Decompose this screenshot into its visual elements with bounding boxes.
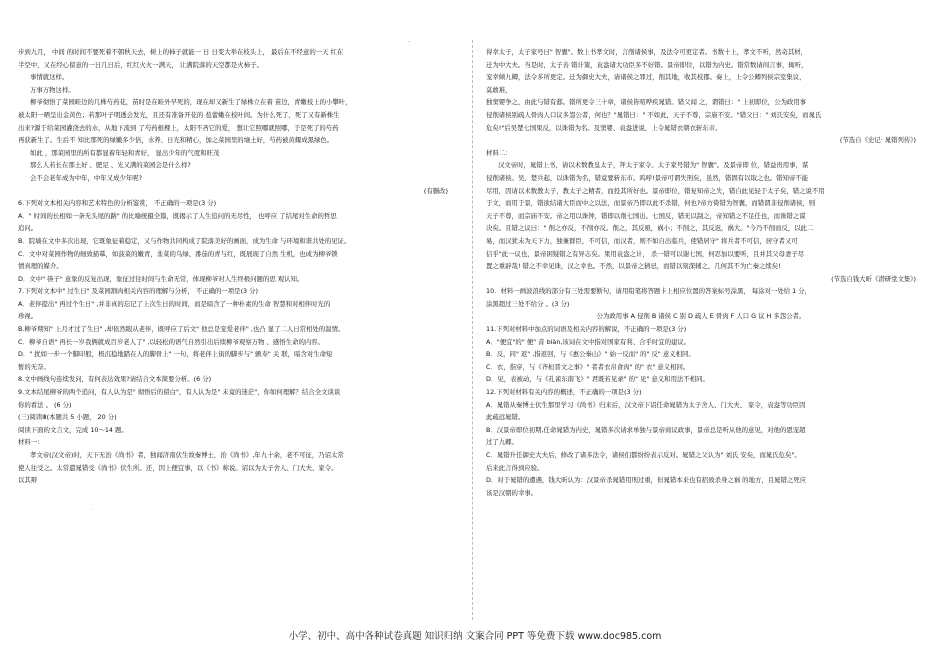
text-line: 此疏远晁错。: [486, 413, 525, 422]
text-line: 使人往受之。太常遣晁错受《尚书》伏生所。还，因上便宜事，以《书》称说。诏以为太子舍人、门大夫、家令。: [18, 463, 338, 472]
text-line: B．汉景帝即位初期,任命晁错为内史，晁错多次请求单独与景帝商议政事，景帝总是听从他的意见，对他的恩宠超: [486, 425, 806, 434]
text-line: 莫敢难，: [486, 85, 512, 94]
text-line: 暂的无奈。: [18, 362, 50, 371]
text-line: 置之重辟哉! 错之不幸见诛，汉之幸也。不然，以景帝之猜忌，而错以刻深辅之，几何其不为亡秦之续矣!: [486, 262, 781, 271]
text-line: 12.下列对材料有关内容的概述，不正确的一项是(3 分): [486, 388, 642, 397]
text-line: (节选自钱大昕《潜研堂文集》): [831, 274, 916, 283]
text-line: 汉文帝时，晁错上书，请以术数教皇太子，拜太子家令。太子家号错为" 智囊"。及景帝即 位，错益贵用事，谋: [498, 161, 809, 170]
text-line: B．院墙在文中多次出现，它既象征着稳定，又与作物共同构成了院落美好的画面，成为生命 与环境和谐共处的见证。: [18, 236, 351, 245]
text-line: A．" 时间的长相如一条无头尾的路" 的比喻统摄全篇，既揭示了人生追问的无尽性， 也呼应 了结尾对生命的哲思: [18, 211, 337, 220]
text-line: B．反，同" 返" ,指返回，与《惠公秦山》" 始一反而" 的" 反" 意义相同。: [486, 350, 695, 359]
footer-ad[interactable]: 小学、初中、高中各种试卷真题 知识归纳 文案合同 PPT 等免费下载 www.doc985.com: [288, 631, 662, 642]
text-line: D．文中" 筷子" 意象的反复出现，象征过往时间与生命无常，体现柳爷对人生终极问题的思 观认知。: [18, 274, 304, 283]
text-line: C．晁错升任御史大夫后，修改了诸多法令，诸侯们都纷纷表示反对。晁错之父认为" 刘氏 安矣，而晁氏危矣"。: [486, 451, 801, 459]
text-line: C．衣，指穿，与《齐桓晋文之事》" 者者衣帛食肉" 的" 衣" 意义相同。: [486, 362, 690, 371]
text-line: 10．材料一画波浪线的部分有三处需要断句，请用铅笔将答题卡上相应位置的答案标号涂黑， 每涂对一处给 1 分，: [486, 287, 812, 296]
text-line: D．见，表被动，与《孔雀东南飞》" 君既若见录" 的" 见" 意义和用法不相同。: [486, 375, 709, 384]
text-line: C．文中对菜园作物的细致描摹，如菠菜的嫩青，韭菜的乌绿、番茄的青与红，既展现了自然 生机，也成为柳爷锁: [18, 249, 338, 258]
text-line: 柳爷彻悟了菜园畦边的几株芍药花，苗时是在畦外早死的，现在却又新生了绿株立在着 苗边，青嫩枝上的小攀叶，: [30, 98, 352, 107]
text-line: 被太阳一晒呈出金黄色；若那叶子明透会发光，且还有准备开花的 苞蕾嫩在枝叶间。为什么死了，死了又有新株生: [18, 110, 340, 119]
text-line: A．晁错从秦博士伏生那里学习《尚书》归来后，汉文帝下诏任命晁错为太子舍人、门大夫、 家令，袁盎等功臣因: [486, 400, 806, 409]
text-line: 迁为中大夫。当是时，太子善 错计策，袁盎诸大功臣多不好错。景帝即位，以错为内史。错常数请间言事，辄听，: [486, 60, 808, 69]
text-line: B.柳爷期知" 上月才过了生日" ,却依然眼从老伴，既呼应了后文" 他总是宠爱老伴" ,也凸 显了二人日常相处的温情。: [18, 325, 345, 334]
text-line: A．"便宜"的" 便" 音 biàn,该词在文中指对国家有利、合乎时宜的建议。: [486, 337, 691, 346]
text-line: 宠幸倾九卿，法令多所更定。迁为御史大夫，请诸侯之罪过，削其地，收其枝郡。奏上，上令公卿列侯宗室集议，: [486, 73, 806, 82]
text-line: 天子不尊，而宗庙不安。帝之用以诛钟，错即以削七国出。七国反，错无以制之，帝知错之不足任也，而诛错之谋: [486, 211, 806, 220]
page-mark: .: [92, 505, 94, 512]
text-line: (有删改): [423, 186, 448, 195]
text-line: 情真理的媒介。: [18, 262, 63, 271]
text-line: 9.文本结尾柳爷的两个追问，有人认为是" 彻悟后的留白"，有人认为是" 未竟的迷茫"，你如何理解？结合全文谈谈: [18, 388, 341, 397]
text-line: A．老伴提出" 再过个生日" ,并非真的忘记了上次生日的时间，而是暗含了一种朴素的生命 智慧和对相伴时光的: [18, 299, 331, 308]
text-line: 万事万物这样。: [30, 85, 75, 94]
text-line: 如此 ，那菜园里的所有都显着年轻和青好， 显出少年的气度和旺茂: [30, 148, 220, 157]
text-line: 以其辩: [18, 476, 38, 485]
text-line: 涂黑超过三处不给分 。(3 分): [486, 299, 570, 308]
text-line: 7.下列对文本中" 过生日" 及菜园割肉相关内容的理解与分析， 不正确的一项是(3 分): [18, 287, 259, 296]
text-line: 该是汉朝的幸事。: [486, 488, 538, 497]
text-line: 易，而汉犹未为天下力，独兼群臣，不可信，而汉者，则不如自出临兵，使错居守" 将兵者不可信，居守者又可: [486, 236, 798, 245]
text-line: 阅读下面的文言文，完成 10～14 题。: [18, 425, 128, 434]
text-line: C．柳爷自语" 再长一岁我俩就成百岁老人了" ,以轻松的语气自然引出后续柳爷观察万物 、感悟生命的内容。: [18, 337, 325, 346]
text-line: 独窦婴争之，由此与错有郄。错所更令三十章，诸侯皆喧哗疾晁错。错父闻 之，谓错曰：" 上初即位，公为政用事: [486, 98, 807, 107]
right-column: [486, 46, 916, 499]
text-line: 得幸太子，太子家号曰" 智囊"。数上书孝文时，言削诸侯事，及法令可更定者。书数十上，孝文不听，然奇其材，: [486, 48, 808, 56]
text-line: 危矣!"后吴楚七国果反，以诛错为名。及窦婴、袁盎进说，上令晁错衣朝衣斩东市。: [486, 123, 722, 132]
text-line: 过了九卿。: [486, 438, 518, 447]
text-line: 侵削诸侯别疏人骨肉人口议多怨公者，何也？"晁错曰：" 不如此，天子不尊，宗庙不安。"错父曰：" 刘氏安矣，而晁氏: [486, 110, 822, 119]
text-line: 侵削诸侯。吴、楚兵起，以诛错为名，错竟要斩东市。呜呼!景帝可谓失刑矣，虽然，错固有以取之也。错知帝不能: [486, 173, 809, 182]
text-line: 步到九月， 中间 的时间不要死着不朝秋天去，树上的柿子就能一 日 日变大举在枝头上， 最后在不经意的一天 红在: [18, 48, 344, 56]
text-line: 你的看法 。 (6 分): [18, 400, 72, 409]
text-line: 追问。: [18, 224, 38, 233]
page-mark: -: [408, 38, 411, 45]
text-line: 11.下列对材料中加点的词语及相关内容的解说，不正确的一项是(3 分): [486, 325, 687, 334]
text-line: 珍视。: [18, 312, 38, 321]
text-line: 8.文中画线句连续发问，有何表达效果?请结合文本简要分析。(6 分): [18, 375, 212, 384]
text-line: 再获新生了。生后不 知比那死的绿嫩多少倍，水养、日光和精心，加之菜园里的壤土好，芍药被黄耀成黑绿色。: [18, 136, 334, 145]
text-line: D．对于晁错的遭遇，钱大昕认为：汉景帝杀晁错用刑过重，但晁错本来也有招致杀身之祸 的地方，且晁错之死应: [486, 476, 807, 485]
text-line: 信乎"此一议也，景帝困疑错之有异志矣。果用袁盎之计， 杀一错可以谢七国，何忍加以要听，且并其父母妻子尽: [486, 249, 805, 258]
text-line: 事情就这样。: [30, 73, 69, 82]
text-line: 材料一：: [18, 438, 44, 447]
text-line: 决矣。且错之议曰：" 削之亦反，不削亦反。削之，其反亟，祸小；不削之，其反迟，祸大。"今乃不削而反，以此二: [486, 224, 814, 233]
column-divider: [472, 40, 473, 620]
left-column: [18, 46, 448, 487]
text-line: 出来?源于给菜园灌浇去的水，从地下流到 了芍药根棵上，太阳不吝它的爱， 想让它照哪就照哪，于是死了的芍药: [18, 123, 339, 132]
text-line: (节选自《史记· 晁错列传》): [839, 136, 916, 145]
text-line: 公为政用事 A 侵削 B 诸侯 C 别 D 疏人 E 骨肉 F 人口 G 议 H 多怨公者。: [596, 312, 806, 321]
text-line: (三)阅读Ⅲ(本题共 5 小题， 20 分): [18, 413, 117, 422]
text-line: 6.下列对文本相关内容和艺术特色的分析鉴赏， 不正确的一项是(3 分): [18, 199, 217, 208]
text-line: D．" 扰如一步一个脚印般，极沉稳地踏在人的脚骨上" 一句，将老伴上街的脚步与" 颤寿" 关 联，暗含对生命短: [18, 350, 333, 359]
text-line: 会不会老年成为中年，中年又成少年呢?: [30, 173, 143, 182]
text-line: 后来此言得到应验。: [486, 463, 544, 472]
text-line: 孝文帝(汉文帝)时，天下无治《尚书》者，独闻济南伏生故秦博士，治《尚书》,年九十余，老不可征，乃诏太常: [30, 451, 344, 459]
text-line: 半空中，又在经心留意的一日几日后，红红火火一满天， 让满院落的天空都是火柿子。: [18, 60, 263, 69]
text-line: 那么人若长在那土好 、肥足 、光又满的菜园会是什么样?: [30, 161, 191, 170]
text-line: 尽用，因请以术数教太子，教太子之精者，而投其所好也。景帝即位，错复知帝之失，错自此见轻于太子矣，错之说不用: [486, 186, 825, 195]
text-line: 于文，而用于景，错欲结诸大臣而中之以法，而景帝乃即以此不杀错，何也?帝方倚错为智囊，而错谓非侵削诸侯，则: [486, 199, 816, 208]
text-line: 材料二：: [486, 148, 512, 157]
